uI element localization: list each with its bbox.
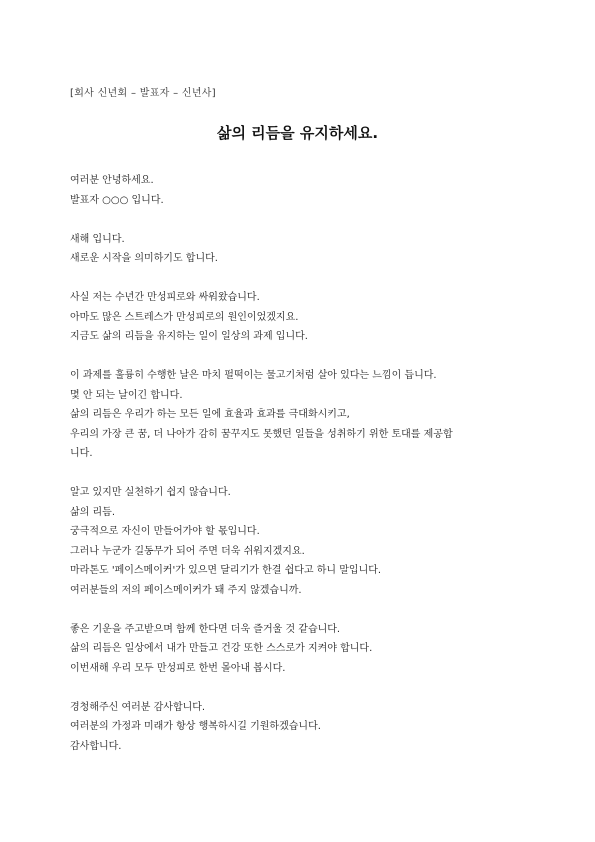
text-line: 이번새해 우리 모두 만성피로 한번 몰아내 봅시다. — [70, 662, 286, 674]
paragraph-together — [70, 620, 530, 679]
text-line: 우리의 가장 큰 꿈, 더 나아가 감히 꿈꾸지도 못했던 일들을 성취하기 위한 토대를 제공합 — [70, 428, 453, 440]
text-line: 새로운 시작을 의미하기도 합니다. — [70, 253, 218, 264]
text-line: 궁극적으로 자신이 만들어가야 할 몫입니다. — [70, 526, 260, 537]
text-line: 여러분 안녕하세요. — [70, 175, 154, 186]
text-line: 삶의 리듬. — [70, 506, 115, 518]
text-line: 좋은 기운을 주고받으며 함께 한다면 더욱 즐거울 것 같습니다. — [70, 623, 341, 635]
text-line: 니다. — [70, 448, 93, 459]
text-line: 지금도 삶의 리듬을 유지하는 일이 일상의 과제 입니다. — [70, 331, 308, 342]
paragraph-closing — [70, 698, 530, 757]
text-line: 몇 안 되는 날이긴 합니다. — [70, 389, 183, 401]
text-line: 여러분들의 저의 페이스메이커가 돼 주지 않겠습니까. — [70, 584, 302, 596]
paragraph-fatigue — [70, 288, 530, 347]
speech-body — [70, 171, 530, 776]
paragraph-greeting — [70, 171, 530, 210]
text-line: 마라톤도 '페이스메이커'가 있으면 달리기가 한결 쉽다고 하니 말입니다. — [70, 565, 382, 576]
paragraph-new-year — [70, 230, 530, 269]
text-line: 알고 있지만 실천하기 쉽지 않습니다. — [70, 487, 231, 498]
page-title: 삶의 리듬을 유지하세요. — [216, 124, 379, 142]
text-line: 삶의 리듬은 우리가 하는 모든 일에 효율과 효과를 극대화시키고, — [70, 409, 350, 420]
text-line: 새해 입니다. — [70, 233, 125, 245]
text-line: 그러나 누군가 길동무가 되어 주면 더욱 쉬워지겠지요. — [70, 545, 305, 557]
text-line: 아마도 많은 스트레스가 만성피로의 원인이었겠지요. — [70, 311, 299, 323]
text-line: 여러분의 가정과 미래가 항상 행복하시길 기원하겠습니다. — [70, 721, 321, 732]
text-line: 경청해주신 여러분 감사합니다. — [70, 701, 206, 713]
text-line: 발표자 ○○○ 입니다. — [70, 194, 164, 206]
text-line: 삶의 리듬은 일상에서 내가 만들고 건강 또한 스스로가 지켜야 합니다. — [70, 643, 373, 654]
text-line: 감사합니다. — [70, 740, 122, 752]
header-tag: [회사 신년회 – 발표자 – 신년사] — [70, 88, 216, 99]
paragraph-pacemaker — [70, 483, 530, 600]
text-line: 사실 저는 수년간 만성피로와 싸워왔습니다. — [70, 292, 260, 303]
text-line: 이 과제를 훌륭히 수행한 날은 마치 펄떡이는 물고기처럼 살아 있다는 느낌이 듭니다. — [70, 370, 437, 381]
paragraph-rhythm — [70, 366, 530, 464]
